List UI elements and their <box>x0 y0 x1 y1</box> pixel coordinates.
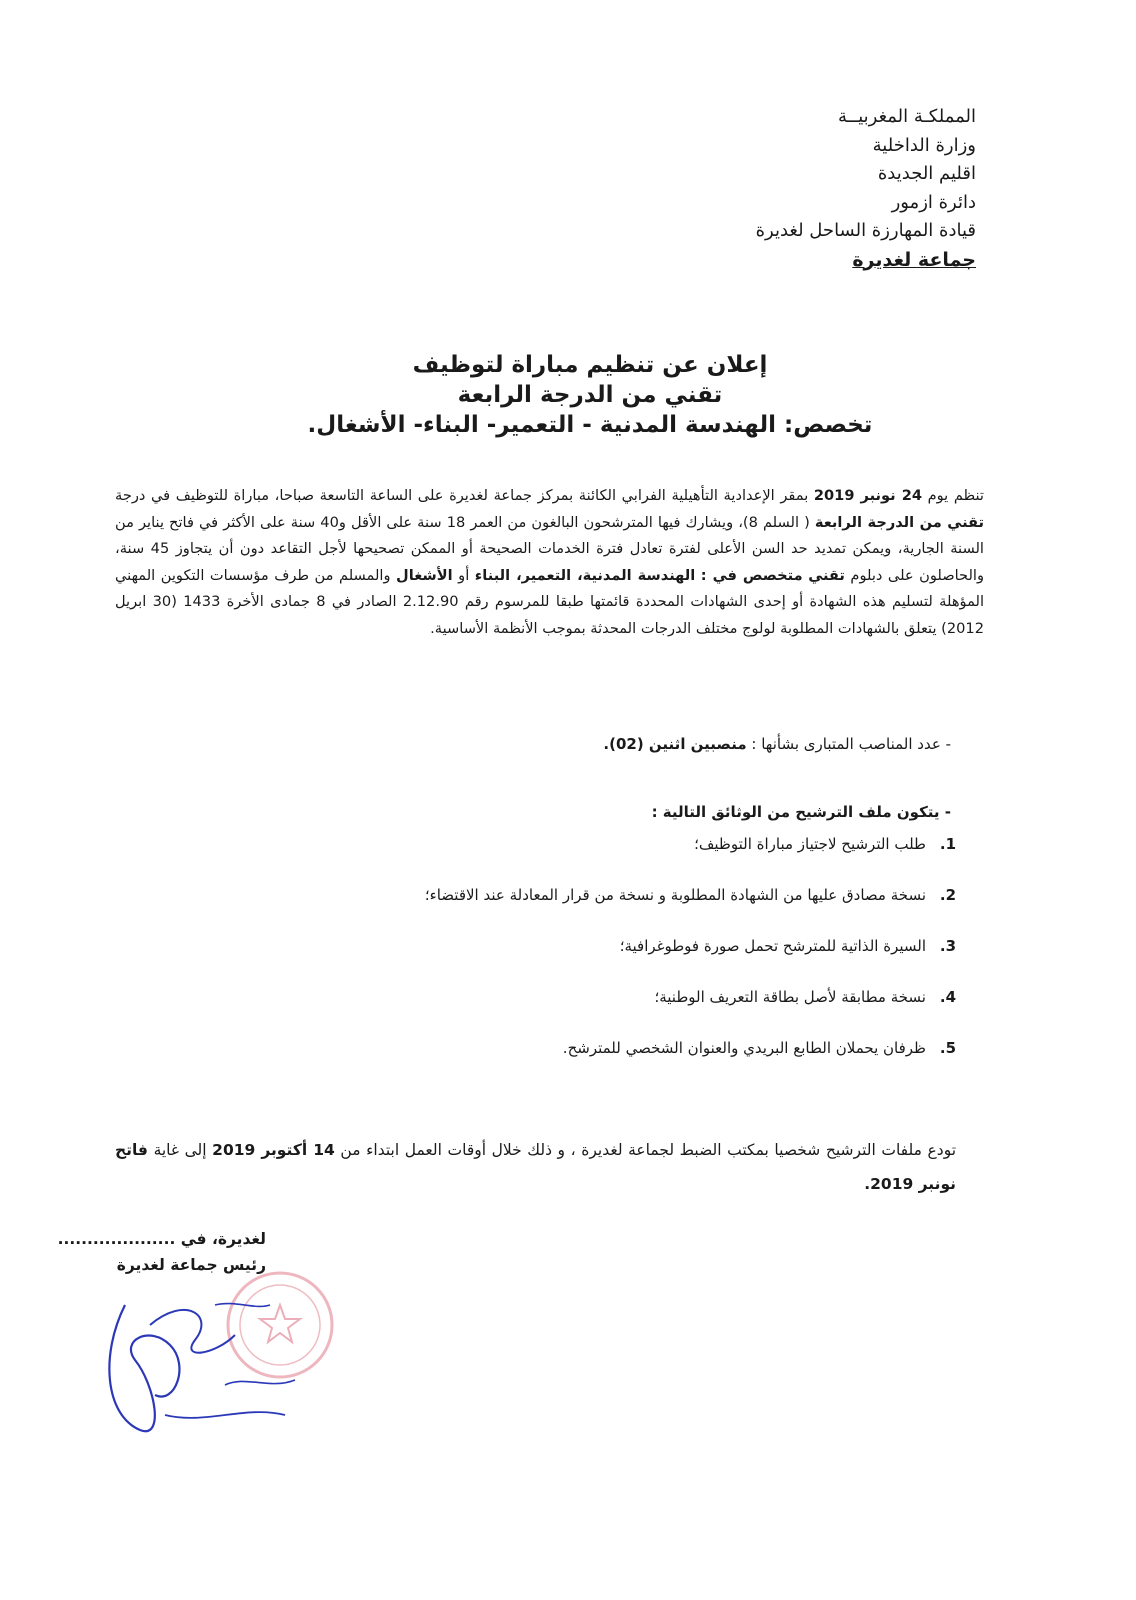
item-text: طلب الترشيح لاجتياز مباراة التوظيف؛ <box>694 835 926 853</box>
ministry-line: وزارة الداخلية <box>872 134 976 156</box>
specialty-or: أو <box>458 566 470 584</box>
deposit-paragraph <box>115 1133 956 1201</box>
letterhead <box>616 103 976 274</box>
president-title: رئيس جماعة لغديرة <box>116 1256 266 1274</box>
specialty-list-2: الأشغال <box>396 566 453 584</box>
specialty-label: متخصص في : <box>700 566 803 584</box>
deposit-end-date: فاتح نونبر 2019. <box>115 1141 956 1193</box>
list-item <box>56 829 956 859</box>
dossier-list <box>56 829 956 1084</box>
positions-label: - عدد المناصب المتبارى بشأنها : <box>751 735 951 753</box>
item-number: 3. <box>939 937 956 955</box>
caidat-line: قيادة المهارزة الساحل لغديرة <box>755 220 976 241</box>
announcement-title <box>180 350 1000 440</box>
signature-place: لغديرة، في .................... <box>57 1230 266 1248</box>
item-text: نسخة مصادق عليها من الشهادة المطلوبة و نسخة من قرار المعادلة عند الاقتضاء؛ <box>424 886 926 904</box>
item-number: 2. <box>939 886 956 904</box>
intro-text-2: بمقر الإعدادية التأهيلية الفرابي الكائنة بمركز جماعة لغديرة على الساعة التاسعة صباحا، مباراة للتوظيف في درجة <box>115 487 809 504</box>
title-line-1: إعلان عن تنظيم مباراة لتوظيف <box>412 352 768 378</box>
intro-paragraph <box>115 483 984 643</box>
deposit-text-2: إلى غاية <box>153 1141 207 1159</box>
item-text: نسخة مطابقة لأصل بطاقة التعريف الوطنية؛ <box>654 988 926 1006</box>
intro-text-3: ( السلم 8)، ويشارك فيها المترشحون البالغون من العمر 18 سنة على الأقل و40 سنة على الأكثر في فاتح يناير من السنة الجارية، ويمكن تمديد حد السن الأعلى لفترة تعادل فترة الخدمات الصحيحة أو الممكن تصحيحها لأجل التقاعد دون أن يتجاوز 45 سنة، والحاصلون على دبلوم <box>115 513 985 584</box>
specialty-list-1: الهندسة المدنية، التعمير، البناء <box>474 566 696 584</box>
exam-date: 24 نونبر 2019 <box>813 487 923 504</box>
title-line-2: تقني من الدرجة الرابعة <box>457 382 723 408</box>
dossier-title: - يتكون ملف الترشيح من الوثائق التالية : <box>651 803 951 821</box>
handwritten-signature-icon <box>95 1265 335 1450</box>
grade-name: تقني من الدرجة الرابعة <box>814 513 985 531</box>
intro-text-4: والمسلم من طرف مؤسسات التكوين المهني المؤهلة لتسليم هذه الشهادة أو إحدى الشهادات المحددة قائمتها طبقا للمرسوم رقم 2.12.90 الصادر في 8 جمادى الأخرة 1433 (30 ابريل 2012) يتعلق بالشهادات المطلوبة لولوج مختلف الدرجات المحدثة بموجب الأنظمة الأساسية. <box>115 566 985 637</box>
province-line: اقليم الجديدة <box>877 163 976 184</box>
deposit-text-1: تودع ملفات الترشيح شخصيا بمكتب الضبط لجماعة لغديرة ، و ذلك خلال أوقات العمل ابتداء من <box>340 1141 957 1159</box>
item-text: السيرة الذاتية للمترشح تحمل صورة فوطوغرافية؛ <box>619 937 926 955</box>
title-line-3: تخصص: الهندسة المدنية - التعمير- البناء- الأشغال. <box>307 412 873 438</box>
item-number: 4. <box>939 988 956 1006</box>
circle-line: دائرة ازمور <box>891 191 976 213</box>
kingdom-line: المملكـة المغربيــة <box>838 106 976 127</box>
item-number: 1. <box>939 835 956 853</box>
list-item <box>56 982 956 1012</box>
deposit-start-date: 14 أكتوبر 2019 <box>212 1141 335 1159</box>
positions-value: منصبين اثنين (02). <box>603 735 747 753</box>
list-item <box>56 931 956 961</box>
commune-line: جماعة لغديرة <box>852 248 976 271</box>
item-number: 5. <box>939 1039 956 1057</box>
item-text: ظرفان يحملان الطابع البريدي والعنوان الشخصي للمترشح. <box>562 1039 926 1057</box>
diploma-tech: تقني <box>808 566 845 584</box>
intro-text-1: تنظم يوم <box>927 487 984 504</box>
positions-count <box>251 732 951 756</box>
list-item <box>56 880 956 910</box>
list-item <box>56 1033 956 1063</box>
